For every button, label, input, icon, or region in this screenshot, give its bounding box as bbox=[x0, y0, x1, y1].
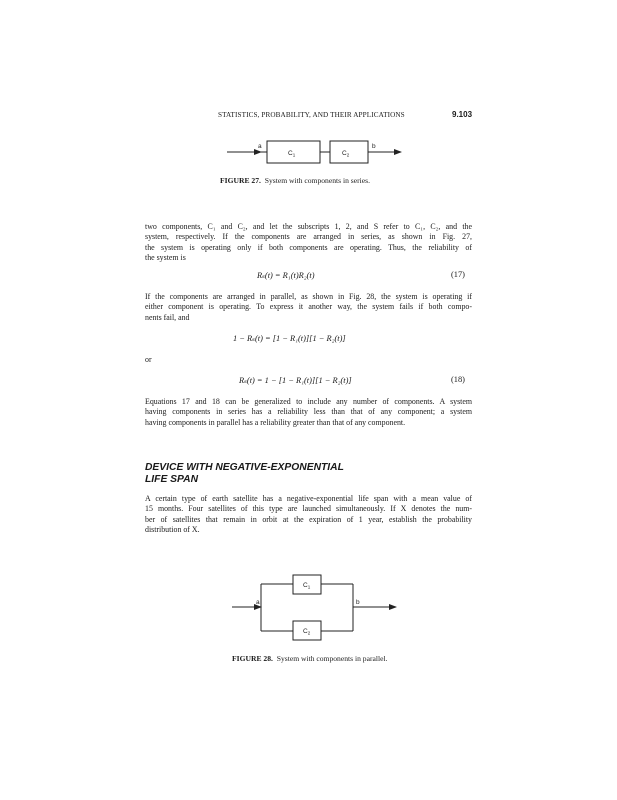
equation-18-number: (18) bbox=[451, 375, 465, 384]
component-c2-label: $C_2$ bbox=[303, 628, 311, 636]
equation-17-number: (17) bbox=[451, 270, 465, 279]
paragraph-1 bbox=[145, 222, 472, 264]
paragraph-1-line: the system is bbox=[145, 253, 186, 263]
node-a-label: a bbox=[256, 599, 260, 606]
paragraph-4-line: distribution of X. bbox=[145, 525, 200, 535]
page-number: 9.103 bbox=[452, 110, 473, 119]
component-c1-label: $C_1$ bbox=[288, 150, 296, 158]
component-c2-label: $C_2$ bbox=[342, 150, 350, 158]
paragraph-1-line: two components, C₁ and C₂, and let the subscripts 1, 2, and S refer to C₁, C₂, and the bbox=[145, 222, 472, 231]
paragraph-1-line: system, respectively. If the components are arranged in series, as shown in Fig. 27, bbox=[145, 232, 472, 242]
section-heading-line-1: DEVICE WITH NEGATIVE-EXPONENTIAL bbox=[145, 462, 344, 473]
paragraph-2-line: either component is operating. To express it another way, the system fails if both compo- bbox=[145, 302, 472, 312]
paragraph-4-line: ber of satellites that remain in orbit at the expiration of 1 year, establish the probability bbox=[145, 514, 472, 524]
paragraph-4-line: A certain type of earth satellite has a negative-exponential life span with a mean value of bbox=[145, 494, 472, 503]
paragraph-1-line: the system is operating only if both components are operating. Thus, the reliability of bbox=[145, 242, 472, 252]
paragraph-3-line: Equations 17 and 18 can be generalized to include any number of components. A system bbox=[145, 397, 472, 406]
paragraph-2-line: If the components are arranged in parallel, as shown in Fig. 28, the system is operating if bbox=[145, 292, 472, 301]
section-heading bbox=[145, 462, 344, 485]
figure-27-series-diagram bbox=[225, 137, 410, 167]
running-header-title: STATISTICS, PROBABILITY, AND THEIR APPLICATIONS bbox=[218, 111, 405, 119]
equation-17: Rₛ(t) = R₁(t)R₂(t) bbox=[257, 271, 315, 280]
node-a-label: a bbox=[258, 143, 262, 150]
node-b-label: b bbox=[356, 599, 360, 606]
paragraph-3-line: having components in series has a reliability less than that of any component; a system bbox=[145, 407, 472, 417]
node-b-label: b bbox=[372, 143, 376, 150]
paragraph-3 bbox=[145, 397, 472, 428]
figure-27-caption bbox=[220, 176, 370, 185]
paragraph-3-line: having components in parallel has a reliability greater than that of any component. bbox=[145, 417, 406, 427]
paragraph-4 bbox=[145, 494, 472, 536]
figure-28-parallel-diagram bbox=[228, 570, 403, 645]
figure-28-caption-label: FIGURE 28. bbox=[232, 654, 273, 663]
paragraph-2-line: nents fail, and bbox=[145, 312, 190, 322]
figure-28-caption-text: System with components in parallel. bbox=[276, 654, 388, 663]
equation-18: Rₛ(t) = 1 − [1 − R₁(t)][1 − R₂(t)] bbox=[239, 376, 352, 385]
paragraph-2 bbox=[145, 292, 472, 323]
figure-27-caption-label: FIGURE 27. bbox=[220, 176, 261, 185]
figure-27-caption-text: System with components in series. bbox=[264, 176, 370, 185]
equation-complement: 1 − Rₛ(t) = [1 − R₁(t)][1 − R₂(t)] bbox=[233, 334, 346, 343]
or-connector: or bbox=[145, 355, 152, 364]
paragraph-4-line: 15 months. Four satellites of this type are launched simultaneously. If X denotes the num- bbox=[145, 504, 472, 514]
component-c1-label: $C_1$ bbox=[303, 582, 311, 590]
figure-28-caption bbox=[232, 654, 387, 663]
section-heading-line-2: LIFE SPAN bbox=[145, 473, 199, 485]
